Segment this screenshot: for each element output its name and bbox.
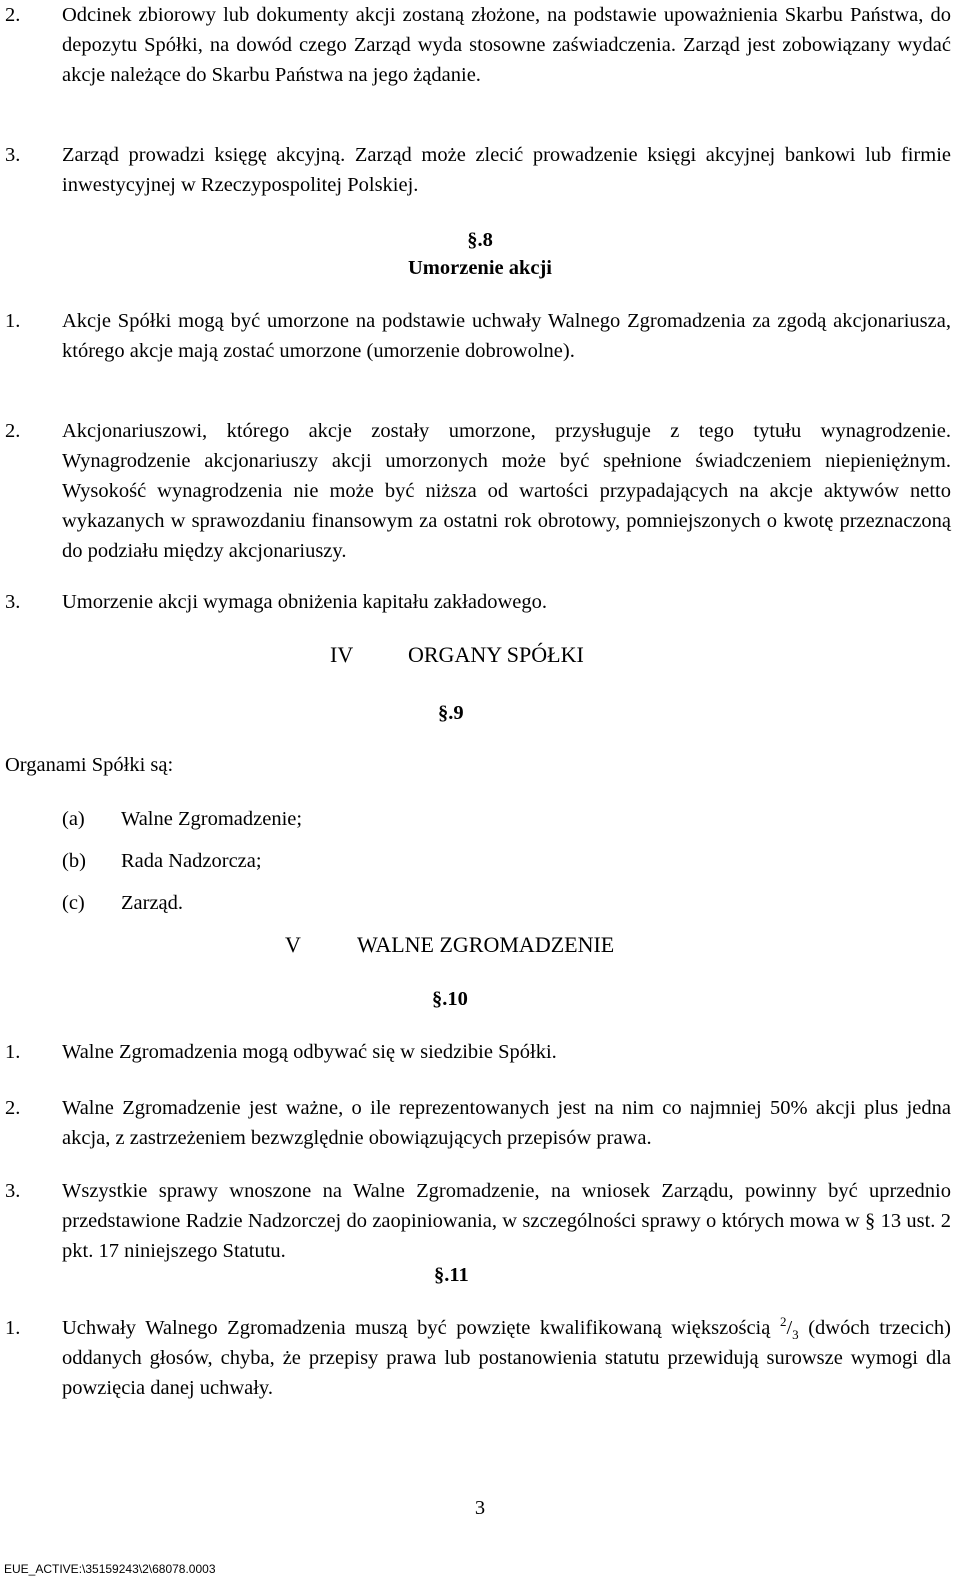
s11-item-1 [5, 1313, 951, 1403]
item-text: Walne Zgromadzenie jest ważne, o ile reprezentowanych jest na nim co najmniej 50% akcji plus jedna akcja, z zastrzeżeniem bezwzględnie obowiązujących przepisów prawa. [62, 1097, 951, 1149]
organ-label-a: (a) [62, 808, 85, 830]
item-text: Odcinek zbiorowy lub dokumenty akcji zostaną złożone, na podstawie upoważnienia Skarbu Państwa, do depozytu Spółki, na dowód czego Zarząd wyda stosowne zaświadczenia. Zarząd jest zobowiązany wydać akcje należące do Skarbu Państwa na jego żądanie. [62, 4, 951, 86]
s8-item-1 [5, 306, 951, 366]
chapter-4-title: ORGANY SPÓŁKI [408, 642, 584, 667]
s10-item-2 [5, 1093, 951, 1153]
section-8-title: Umorzenie akcji [407, 257, 553, 279]
chapter-5-roman: V [285, 932, 301, 957]
section-11-number: §.11 [434, 1264, 469, 1286]
item-text: Umorzenie akcji wymaga obniżenia kapitału zakładowego. [62, 591, 547, 613]
s10-item-3 [5, 1176, 951, 1266]
section-9-number: §.9 [438, 702, 464, 724]
chapter-5-title: WALNE ZGROMADZENIE [357, 932, 615, 957]
item-text-before: Uchwały Walnego Zgromadzenia muszą być powzięte kwalifikowaną większością [62, 1317, 780, 1339]
fraction-denominator: 3 [792, 1327, 799, 1343]
s8-item-2 [5, 416, 951, 566]
chapter-4-roman: IV [330, 642, 354, 667]
item-text: Akcjonariuszowi, którego akcje zostały umorzone, przysługuje z tego tytułu wynagrodzenie. Wynagrodzenie akcjonariuszy akcji umorzonych może być spełnione świadczeniem niepieniężnym. Wysokość wynagrodzenia nie może być niższa od wartości przypadających na akcje aktywów netto wykazanych w sprawozdaniu finansowym za ostatni rok obrotowy, pomniejszonych o kwotę przeznaczoną do podziału między akcjonariuszy. [62, 420, 951, 562]
section-10-number: §.10 [432, 988, 468, 1010]
item-number: 1. [5, 1041, 21, 1063]
item-number: 3. [5, 1180, 21, 1202]
page-number: 3 [474, 1497, 486, 1519]
item-text: Akcje Spółki mogą być umorzone na podstawie uchwały Walnego Zgromadzenia za zgodą akcjonariusza, którego akcje mają zostać umorzone (umorzenie dobrowolne). [62, 310, 951, 362]
item-text: Walne Zgromadzenia mogą odbywać się w siedzibie Spółki. [62, 1041, 557, 1063]
item-text: Zarząd prowadzi księgę akcyjną. Zarząd może zlecić prowadzenie księgi akcyjnej bankowi lub firmie inwestycyjnej w Rzeczypospolitej Polskiej. [62, 144, 951, 196]
organ-text-a: Walne Zgromadzenie; [121, 808, 303, 830]
item-number: 2. [5, 1097, 21, 1119]
section-8-number: §.8 [467, 229, 493, 251]
item-number: 1. [5, 1317, 21, 1339]
organ-label-c: (c) [62, 892, 85, 914]
s10-item-1 [5, 1037, 951, 1067]
item-number: 2. [5, 4, 21, 26]
fraction-slash: / [786, 1317, 793, 1339]
item-text: Wszystkie sprawy wnoszone na Walne Zgromadzenie, na wniosek Zarządu, powinny być uprzednio przedstawione Radzie Nadzorczej do zaopiniowania, w szczególności sprawy o których mowa w § 13 ust. 2 pkt. 17 niniejszego Statutu. [62, 1180, 951, 1262]
item-text-after: (dwóch trzecich) oddanych głosów, chyba, że przepisy prawa lub postanowienia statutu przewidują surowsze wymogi dla powzięcia danej uchwały. [62, 1317, 951, 1399]
item-text [62, 1313, 951, 1403]
item-number: 2. [5, 420, 21, 442]
section-9-intro: Organami Spółki są: [5, 754, 174, 776]
fraction-numerator: 2 [779, 1314, 787, 1330]
item-number: 1. [5, 310, 21, 332]
organ-label-b: (b) [62, 850, 86, 872]
paragraph-3-share-register [5, 140, 951, 200]
item-number: 3. [5, 591, 21, 613]
organ-text-b: Rada Nadzorcza; [121, 850, 262, 872]
organ-text-c: Zarząd. [121, 892, 184, 914]
s8-item-3 [5, 587, 951, 617]
item-number: 3. [5, 144, 21, 166]
paragraph-2-deposit [5, 0, 951, 90]
document-footer-id: EUE_ACTIVE:\35159243\2\68078.0003 [4, 1562, 216, 1576]
